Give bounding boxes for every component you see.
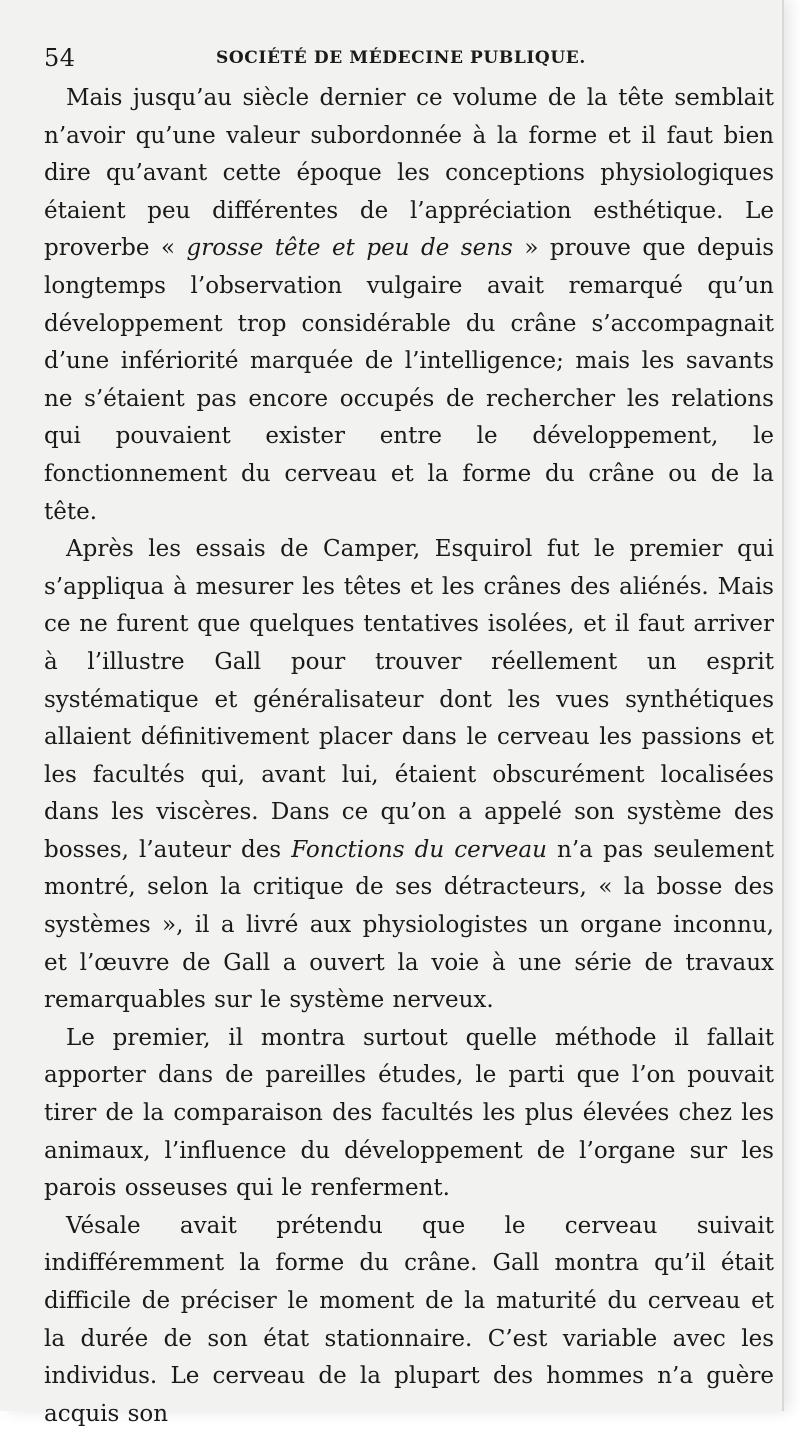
paragraph-1-text-start: Mais jusqu’au siècle dernier ce volume de la tête semblait n’avoir qu’une valeur subordonnée à la forme et il faut bien dire qu’avant cette époque les conceptions physiologiques étaient peu différentes de l’appréciation esthétique. Le proverbe «	[44, 85, 774, 262]
paragraph-4	[44, 1208, 774, 1433]
running-title: SOCIÉTÉ DE MÉDECINE PUBLIQUE.	[216, 48, 586, 68]
paragraph-2	[44, 531, 774, 1020]
page-content	[44, 36, 774, 1433]
paragraph-1	[44, 80, 774, 531]
page-header	[44, 36, 774, 80]
paragraph-2-text-end: n’a pas seulement montré, selon la critique de ses détracteurs, « la bosse des systèmes », il a livré aux physiologistes un organe inconnu, et l’œuvre de Gall a ouvert la voie à une série de travaux remarquables sur le système nerveux.	[44, 836, 774, 1014]
paragraph-2-text-start: Après les essais de Camper, Esquirol fut le premier qui s’appliqua à mesurer les têtes et les crânes des aliénés. Mais ce ne furent que quelques tentatives isolées, et il faut arriver à l’illustre Gall pour trouver réellement un esprit systématique et généralisateur dont les vues synthétiques allaient définitivement placer dans le cerveau les passions et les facultés qui, avant lui, étaient obscurément localisées dans les viscères. Dans ce qu’on a appelé son système des bosses, l’auteur des	[44, 536, 774, 863]
paragraph-3-text: Le premier, il montra surtout quelle méthode il fallait apporter dans de pareilles études, le parti que l’on pouvait tirer de la comparaison des facultés les plus élevées chez les animaux, l’influence du développement de l’organe sur les parois osseuses qui le renferment.	[44, 1024, 774, 1202]
page-number: 54	[44, 44, 76, 72]
paragraph-1-italic-proverb: grosse tête et peu de sens	[186, 235, 513, 262]
paragraph-2-italic-book-title: Fonctions du cerveau	[291, 836, 547, 863]
paragraph-1-text-end: » prouve que depuis longtemps l’observation vulgaire avait remarqué qu’un développement trop considérable du crâne s’accompagnait d’une infériorité marquée de l’intelligence; mais les savants ne s’étaient pas encore occupés de rechercher les relations qui pouvaient exister entre le développement, le fonctionnement du cerveau et la forme du crâne ou de la tête.	[44, 235, 774, 525]
body-text	[44, 80, 774, 1433]
paragraph-3	[44, 1020, 774, 1208]
paragraph-4-text: Vésale avait prétendu que le cerveau suivait indifféremment la forme du crâne. Gall montra qu’il était difficile de préciser le moment de la maturité du cerveau et la durée de son état stationnaire. C’est variable avec les individus. Le cerveau de la plupart des hommes n’a guère acquis son	[44, 1212, 774, 1427]
